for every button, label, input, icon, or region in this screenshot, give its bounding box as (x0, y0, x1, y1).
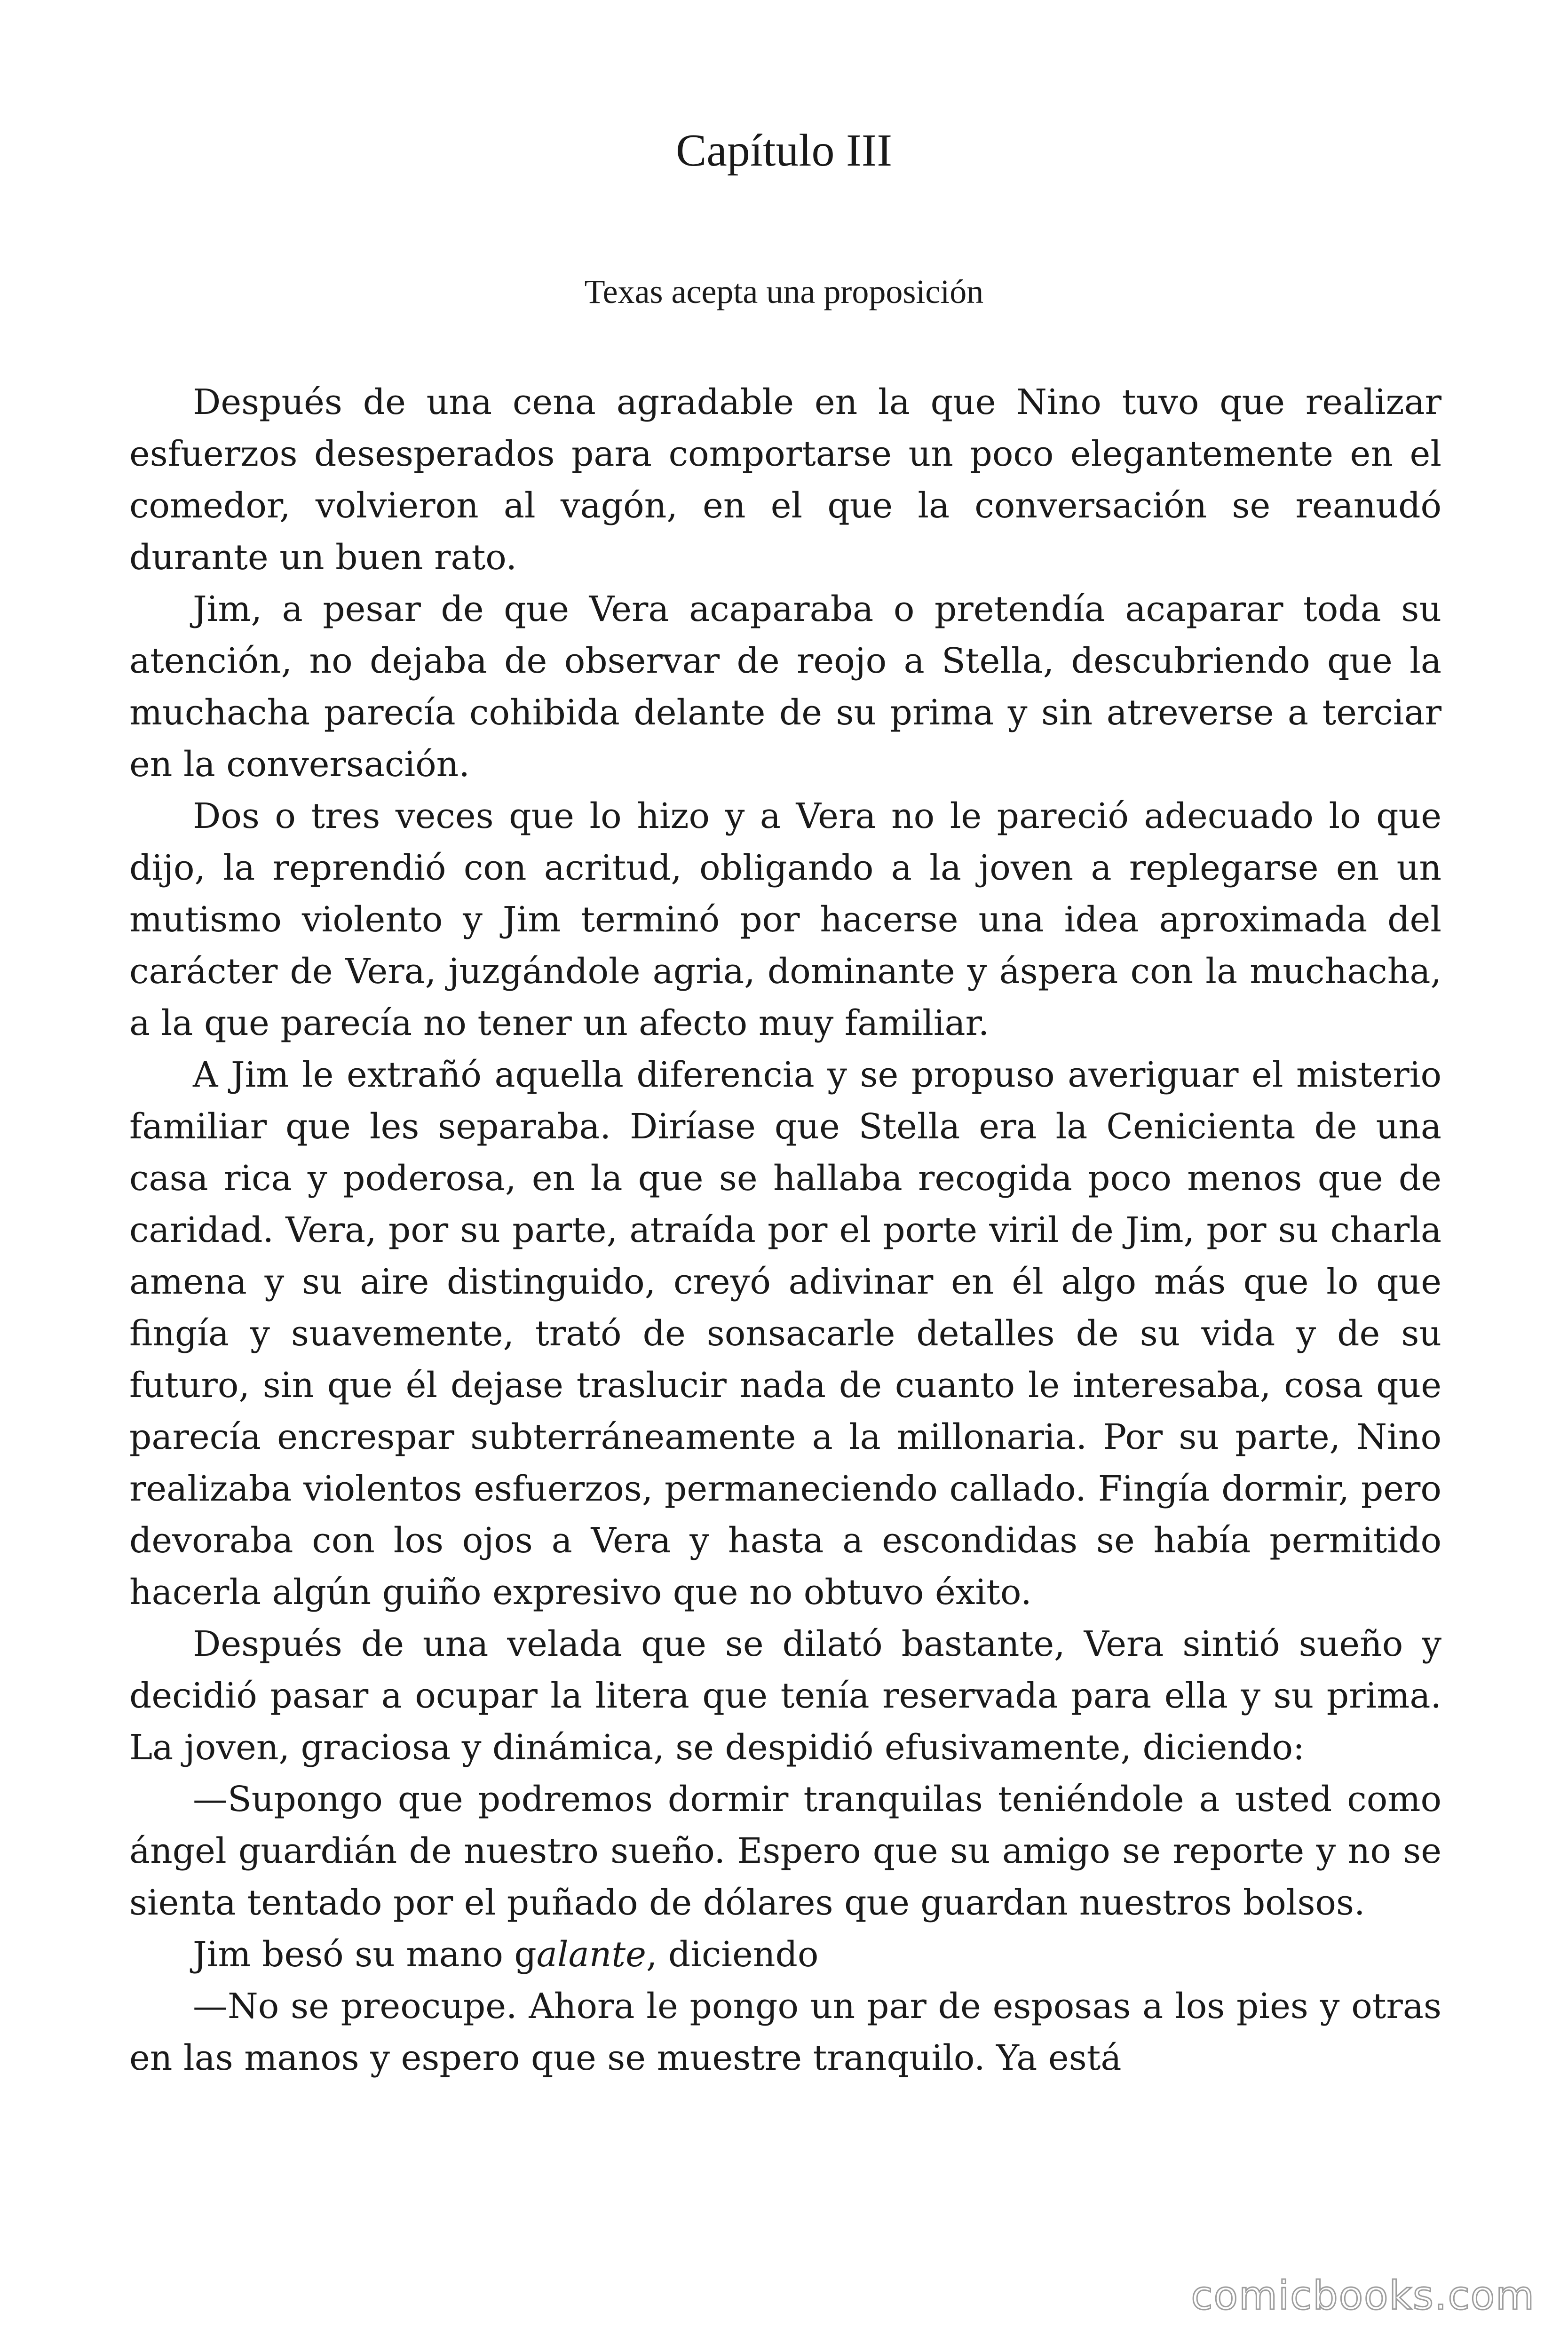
chapter-subtitle: Texas acepta una proposición (584, 273, 984, 310)
paragraph: Después de una cena agradable en la que Nino tuvo que realizar esfuerzos desesperados para comportarse un poco elegantemente en el comedor, volvieron al vagón, en el que la conversación se reanudó durante un buen rato. (129, 382, 1441, 578)
chapter-title: Capítulo III (676, 125, 892, 176)
paragraph: Jim, a pesar de que Vera acaparaba o pretendía acaparar toda su atención, no dejaba de observar de reojo a Stella, descubriendo que la muchacha parecía cohibida delante de su prima y sin atreverse a terciar en la conversación. (129, 589, 1441, 785)
paragraph-text-before: Jim besó su mano g (193, 1934, 537, 1975)
paragraph: A Jim le extrañó aquella diferencia y se propuso averiguar el misterio familiar que les separaba. Diríase que Stella era la Cenicienta de una casa rica y poderosa, en la que se hallaba recogida poco menos que de caridad. Vera, por su parte, atraída por el porte viril de Jim, por su charla amena y su aire distinguido, creyó adivinar en él algo más que lo que fingía y suavemente, trató de sonsacarle detalles de su vida y de su futuro, sin que él dejase traslucir nada de cuanto le interesaba, cosa que parecía encrespar subterráneamente a la millonaria. Por su parte, Nino realizaba violentos esfuerzos, permaneciendo callado. Fingía dormir, pero devoraba con los ojos a Vera y hasta a escondidas se había permitido hacerla algún guiño expresivo que no obtuvo éxito. (129, 1055, 1441, 1613)
paragraph: Después de una velada que se dilató bastante, Vera sintió sueño y decidió pasar a ocupar la litera que tenía reservada para ella y su prima. La joven, graciosa y dinámica, se despidió efusivamente, diciendo: (129, 1624, 1441, 1768)
paragraph (129, 1929, 1441, 1980)
paragraph: Dos o tres veces que lo hizo y a Vera no le pareció adecuado lo que dijo, la reprendió con acritud, obligando a la joven a replegarse en un mutismo violento y Jim terminó por hacerse una idea aproximada del carácter de Vera, juzgándole agria, dominante y áspera con la muchacha, a la que parecía no tener un afecto muy familiar. (129, 796, 1441, 1043)
paragraph: —No se preocupe. Ahora le pongo un par de esposas a los pies y otras en las manos y espero que se muestre tranquilo. Ya está (129, 1986, 1441, 2078)
watermark: comicbooks.com (1191, 2273, 1535, 2319)
paragraph-italic-text: alante (536, 1934, 646, 1975)
paragraph: —Supongo que podremos dormir tranquilas teniéndole a usted como ángel guardián de nuestro sueño. Espero que su amigo se reporte y no se sienta tentado por el puñado de dólares que guardan nuestros bolsos. (129, 1779, 1441, 1923)
chapter-body (129, 376, 1441, 2084)
paragraph-text-after: , diciendo (646, 1934, 819, 1975)
